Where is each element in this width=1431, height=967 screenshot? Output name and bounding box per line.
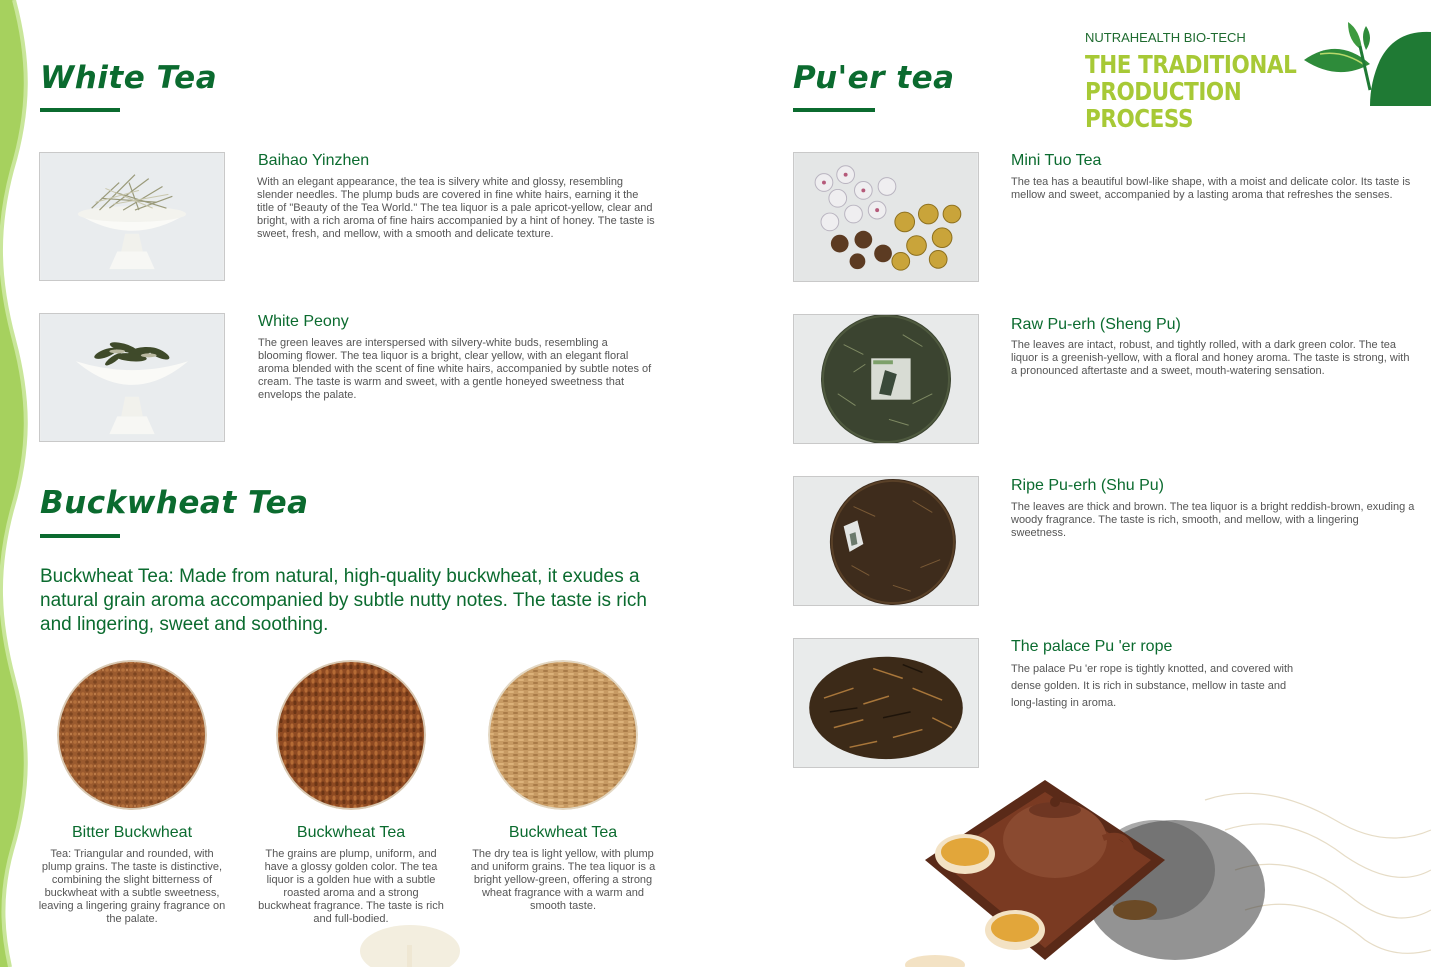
white-peony-description: The green leaves are interspersed with silvery-white buds, resembling a blooming flower. The tea liquor is a bright, clear yellow, with an elegant floral aroma blended with the scent of fine white hairs, accompanied by subtle notes of cream. The taste is warm and sweet, with a gentle honeyed sweetness that envelops the palate. [258, 337, 652, 401]
buckwheat-tea-heading: Buckwheat Tea [40, 485, 309, 521]
tea-leaf-logo-icon [1300, 20, 1431, 106]
puer-tea-underline [793, 108, 875, 112]
buckwheat-intro: Buckwheat Tea: Made from natural, high-quality buckwheat, it exudes a natural grain aroma accompanied by subtle nutty notes. The taste is rich and lingering, sweet and soothing. [40, 566, 647, 635]
bitter-buckwheat-title: Bitter Buckwheat [71, 824, 193, 841]
baihao-yinzhen-title: Baihao Yinzhen [258, 152, 370, 169]
buckwheat-tea-description-2: The dry tea is light yellow, with plump and uniform grains. The tea liquor is a bright yellow-green, offering a strong wheat fragrance with a warm and smooth taste. [470, 848, 656, 912]
left-wave-decoration [0, 0, 40, 967]
palace-puer-rope-title: The palace Pu 'er rope [1011, 638, 1173, 655]
buckwheat-tea-description-1: The grains are plump, uniform, and have a glossy golden color. The tea liquor is a golden hue with a subtle roasted aroma and a strong buckwheat fragrance. The taste is rich and full-bodied. [258, 848, 444, 925]
baihao-yinzhen-photo [39, 152, 225, 281]
buckwheat-tea-light-photo [488, 660, 638, 810]
buckwheat-tea-title-1: Buckwheat Tea [296, 824, 406, 841]
mini-tuo-tea-photo [793, 152, 979, 282]
raw-puerh-title: Raw Pu-erh (Sheng Pu) [1011, 316, 1181, 333]
bitter-buckwheat-description: Tea: Triangular and rounded, with plump grains. The taste is distinctive, combining the slight bitterness of buckwheat with a subtle sweetness, leaving a lingering grainy fragrance on the palate. [38, 848, 226, 925]
white-peony-title: White Peony [258, 313, 349, 330]
raw-puerh-photo [793, 314, 979, 444]
ripe-puerh-description: The leaves are thick and brown. The tea liquor is a bright reddish-brown, exuding a woody fragrance. The taste is rich, smooth, and mellow, with a lingering sweetness. [1011, 501, 1415, 539]
mini-tuo-tea-description: The tea has a beautiful bowl-like shape, with a moist and delicate color. Its taste is mellow and sweet, accompanied by a lasting aroma that refreshes the senses. [1011, 176, 1411, 201]
baihao-yinzhen-description: With an elegant appearance, the tea is silvery white and glossy, resembling slender needles. The plump buds are covered in fine white hairs, earning it the title of "Beauty of the Tea World." The tea liquor is a pale apricot-yellow, clear and bright, with a rich aroma of fine hairs accompanied by a hint of honey. The taste is sweet, fresh, and mellow, with a smooth and delicate texture. [257, 176, 655, 240]
ripe-puerh-photo [793, 476, 979, 606]
mini-tuo-tea-title: Mini Tuo Tea [1011, 152, 1102, 169]
buckwheat-tea-golden-photo [276, 660, 426, 810]
puer-tea-heading: Pu'er tea [793, 60, 955, 96]
white-peony-photo [39, 313, 225, 442]
white-tea-underline [40, 108, 120, 112]
buckwheat-tea-title-2: Buckwheat Tea [508, 824, 618, 841]
tea-set-illustration [905, 760, 1431, 967]
palace-puer-rope-photo [793, 638, 979, 768]
brand-heading-line2: PRODUCTION PROCESS [1085, 77, 1242, 133]
raw-puerh-description: The leaves are intact, robust, and tightly rolled, with a dark green color. The tea liquor is a greenish-yellow, with a floral and honey aroma. The taste is strong, with a pronounced aftertaste and a sweet, mouth-watering sensation. [1011, 339, 1410, 377]
brand-heading [1085, 51, 1334, 132]
white-tea-heading: White Tea [40, 60, 218, 96]
buckwheat-tea-underline [40, 534, 120, 538]
brand-heading-line1: THE TRADITIONAL [1085, 50, 1297, 79]
palace-puer-rope-description: The palace Pu 'er rope is tightly knotted, and covered with dense golden. It is rich in substance, mellow in taste and long-lasting in aroma. [1011, 663, 1294, 709]
tree-decoration [355, 915, 465, 967]
bitter-buckwheat-photo [57, 660, 207, 810]
ripe-puerh-title: Ripe Pu-erh (Shu Pu) [1011, 477, 1164, 494]
company-name: NUTRAHEALTH BIO-TECH [1085, 30, 1246, 45]
